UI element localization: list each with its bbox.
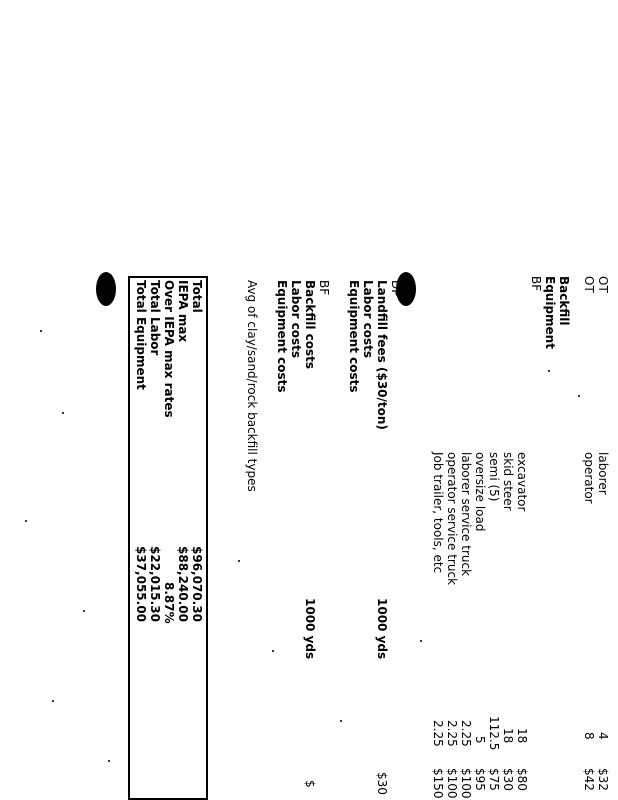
scan-speck — [108, 760, 110, 762]
equipment-rate-3: $75 — [487, 768, 501, 791]
equipment-rate-6: $100 — [445, 768, 459, 799]
equipment-qty-5: 2.25 — [459, 720, 473, 747]
totals-divider — [206, 276, 208, 800]
bf-backfill-costs: Backfill costs — [303, 280, 317, 370]
equipment-name-4: oversize load — [473, 452, 487, 532]
total-equipment-value: $37,055.00 — [134, 546, 148, 622]
equipment-name-1: excavator — [515, 452, 529, 512]
punch-hole-top — [96, 272, 116, 306]
ot-label-1: OT — [596, 276, 610, 293]
total-labor-value: $22,015.30 — [148, 546, 162, 622]
equipment-name-2: skid steer — [501, 452, 515, 511]
avg-backfill-note: Avg of clay/sand/rock backfill types — [245, 280, 259, 492]
scan-speck — [340, 720, 342, 722]
bf-equipment-costs: Equipment costs — [275, 280, 289, 393]
iepa-max-value: $88,240.00 — [176, 546, 190, 622]
equipment-qty-7: 2.25 — [431, 720, 445, 747]
scan-speck — [420, 640, 422, 642]
equipment-name-6: operator service truck — [445, 452, 459, 586]
ot-rate-1: $32 — [596, 768, 610, 791]
dp-landfill-rate: $30 — [375, 772, 389, 795]
equipment-rate-2: $30 — [501, 768, 515, 791]
ot-label-2: OT — [582, 276, 596, 293]
bf-section-label: BF — [317, 280, 331, 296]
scan-speck — [272, 650, 274, 652]
total-value: $96,070.30 — [190, 546, 204, 622]
ot-qty-2: 8 — [582, 732, 596, 740]
section-backfill: Backfill — [557, 276, 571, 326]
equipment-rate-5: $100 — [459, 768, 473, 799]
dp-landfill-qty: 1000 yds — [375, 598, 389, 660]
equipment-qty-1: 18 — [515, 728, 529, 744]
equipment-name-3: semi (5) — [487, 452, 501, 502]
dp-label: DP — [389, 280, 403, 297]
equipment-rate-1: $80 — [515, 768, 529, 791]
scan-speck — [238, 560, 240, 562]
total-equipment-label: Total Equipment — [134, 280, 148, 390]
equipment-qty-6: 2.25 — [445, 720, 459, 747]
section-equipment: Equipment — [543, 276, 557, 349]
ot-role-2: operator — [582, 452, 596, 504]
dp-landfill-fees: Landfill fees ($30/ton) — [375, 280, 389, 430]
equipment-name-7: Job trailer, tools, etc — [431, 452, 445, 574]
bf-labor-costs: Labor costs — [289, 280, 303, 359]
total-label: Total — [190, 280, 204, 313]
scan-speck — [25, 520, 27, 522]
scan-speck — [83, 610, 85, 612]
equipment-qty-3: 112.5 — [487, 716, 501, 751]
scan-speck — [548, 370, 550, 372]
bf-label: BF — [529, 276, 543, 292]
ot-qty-1: 4 — [596, 732, 610, 740]
equipment-qty-4: 5 — [473, 736, 487, 744]
scan-speck — [578, 395, 580, 397]
scan-speck — [52, 700, 54, 702]
over-iepa-label: Over IEPA max rates — [162, 280, 176, 418]
scan-speck — [62, 412, 64, 414]
dp-labor-costs: Labor costs — [361, 280, 375, 359]
equipment-qty-2: 18 — [501, 728, 515, 744]
over-iepa-value: 8.87% — [162, 582, 176, 624]
iepa-max-label: IEPA max — [176, 280, 190, 343]
bf-backfill-qty: 1000 yds — [303, 598, 317, 660]
total-labor-label: Total Labor — [148, 280, 162, 356]
dp-equipment-costs: Equipment costs — [347, 280, 361, 393]
equipment-name-5: laborer service truck — [459, 452, 473, 577]
scan-speck — [40, 330, 42, 332]
bf-backfill-rate: $ — [303, 780, 317, 788]
ot-rate-2: $42 — [582, 768, 596, 791]
equipment-rate-4: $95 — [473, 768, 487, 791]
ot-role-1: laborer — [596, 452, 610, 495]
equipment-rate-7: $150 — [431, 768, 445, 799]
